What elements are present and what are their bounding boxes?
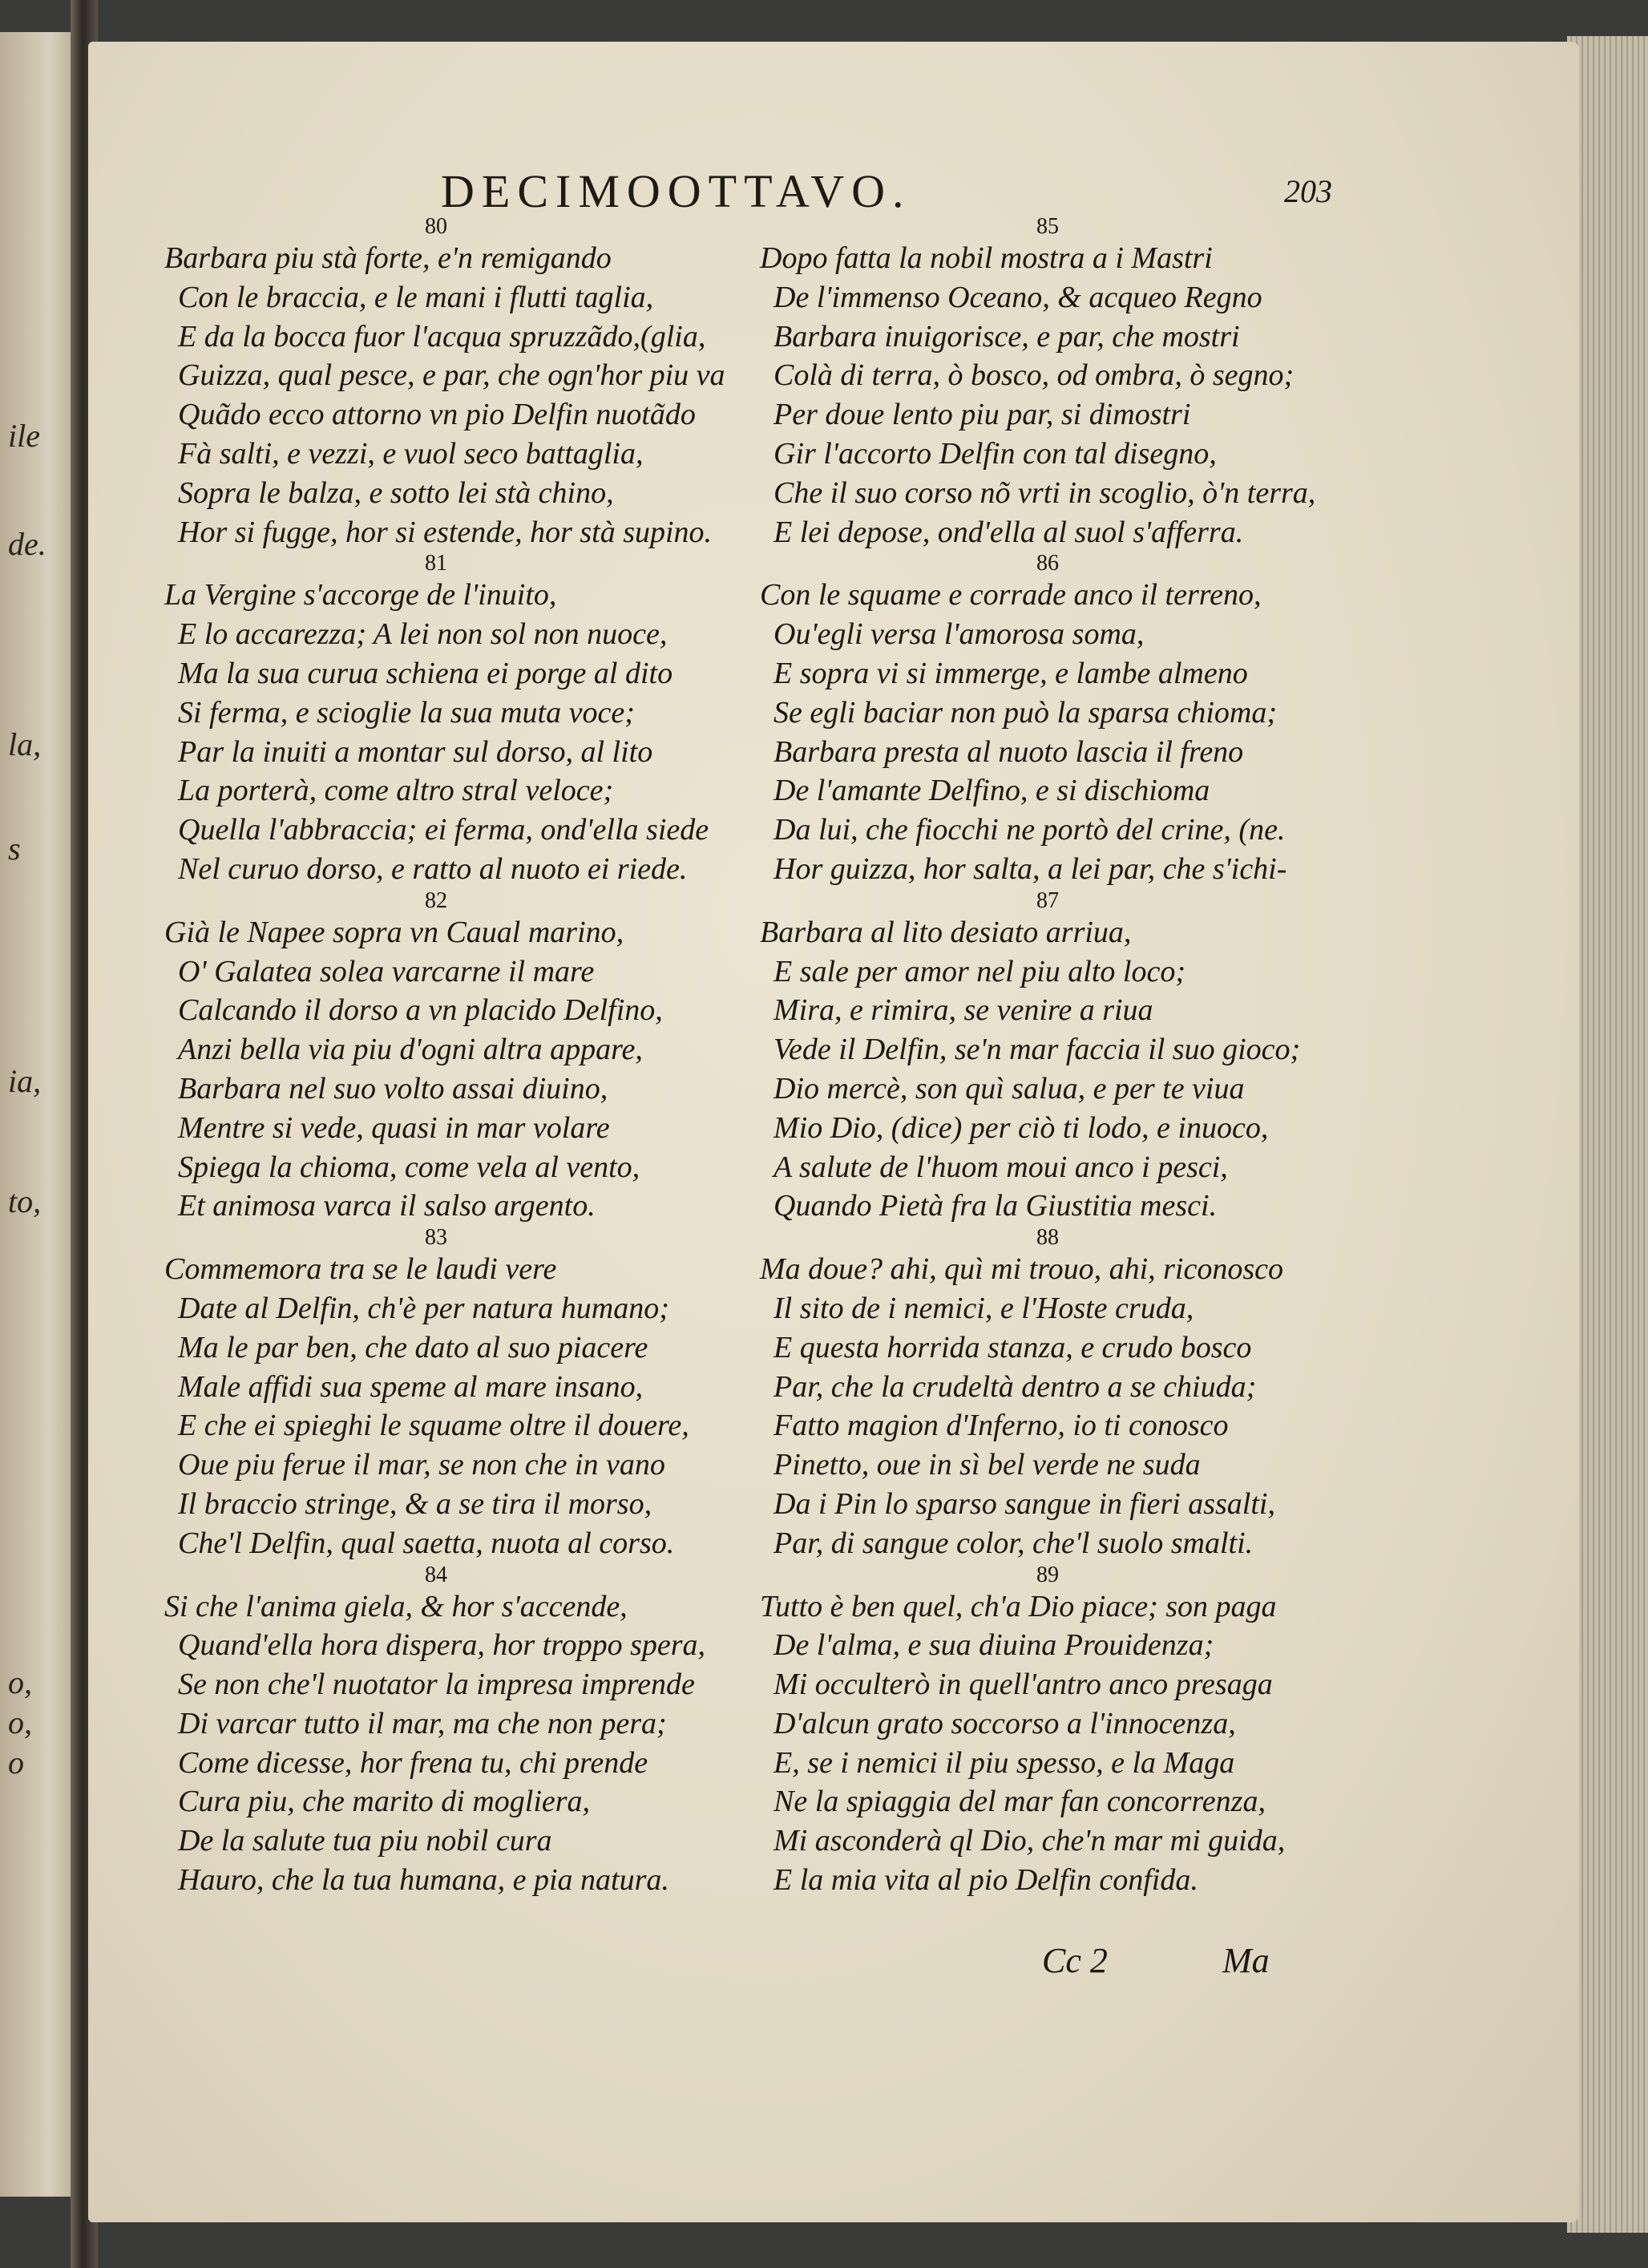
stanza — [760, 889, 1369, 1226]
verse-line: Ne la spiaggia del mar fan concorrenza, — [774, 1785, 1266, 1819]
stanza-number: 89 — [1036, 1562, 1059, 1587]
stanza — [164, 889, 774, 1226]
verse-line: Che il suo corso nõ vrti in scoglio, ò'n terra, — [774, 475, 1316, 510]
verse-line: Il sito de i nemici, e l'Hoste cruda, — [774, 1291, 1194, 1325]
verse-line: Et animosa varca il salso argento. — [178, 1189, 596, 1223]
verse-line: Barbara presta al nuoto lascia il freno — [774, 734, 1244, 769]
verse-line: Date al Delfin, ch'è per natura humano; — [178, 1291, 669, 1325]
verse-line: Cura piu, che marito di mogliera, — [178, 1785, 591, 1819]
verse-line: E sopra vi si immerge, e lambe almeno — [774, 656, 1248, 690]
verse-line: E questa horrida stanza, e crudo bosco — [774, 1330, 1252, 1364]
stanza-number: 83 — [425, 1225, 447, 1251]
verse-line: O' Galatea solea varcarne il mare — [178, 954, 595, 988]
margin-fragment: ile — [8, 418, 40, 454]
verse-line: Barbara nel suo volto assai diuino, — [178, 1071, 608, 1106]
stanza-number: 82 — [425, 887, 447, 913]
verse-line: Dopo fatta la nobil mostra a i Mastri — [760, 241, 1213, 275]
stanza — [760, 215, 1369, 552]
verse-line: E che ei spieghi le squame oltre il douere, — [178, 1409, 689, 1443]
verse-line: Ma la sua curua schiena ei porge al dito — [178, 656, 673, 690]
verse-line: E lo accarezza; A lei non sol non nuoce, — [178, 617, 668, 652]
verse-line: E, se i nemici il piu spesso, e la Maga — [774, 1745, 1235, 1780]
verse-line: De l'alma, e sua diuina Prouidenza; — [774, 1628, 1214, 1663]
verse-line: Se non che'l nuotator la impresa imprende — [178, 1668, 695, 1702]
verse-line: Con le squame e corrade anco il terreno, — [760, 578, 1262, 612]
margin-fragment: to, — [8, 1183, 42, 1219]
stanza-number: 84 — [425, 1562, 447, 1587]
verse-line: Par la inuiti a montar sul dorso, al lito — [178, 734, 653, 769]
verse-line: Quand'ella hora dispera, hor troppo spera, — [178, 1628, 706, 1663]
verse-line: Commemora tra se le laudi vere — [164, 1252, 557, 1287]
verse-line: Hor guizza, hor salta, a lei par, che s'ichi- — [774, 851, 1287, 886]
verse-line: De l'amante Delfino, e si dischioma — [774, 774, 1210, 808]
margin-fragment: s — [8, 831, 21, 867]
verse-line: Come dicesse, hor frena tu, chi prende — [178, 1745, 648, 1780]
verse-line: E da la bocca fuor l'acqua spruzzãdo,(glia, — [178, 319, 706, 354]
verse-line: Male affidi sua speme al mare insano, — [178, 1369, 644, 1404]
verse-line: Da lui, che fiocchi ne portò del crine, (ne. — [774, 813, 1286, 847]
verse-line: Ma le par ben, che dato al suo piacere — [178, 1330, 648, 1364]
page-edges — [1567, 36, 1648, 2233]
verse-line: Fatto magion d'Inferno, io ti conosco — [774, 1409, 1229, 1443]
verse-line: Calcando il dorso a vn placido Delfino, — [178, 993, 663, 1028]
verse-line: Quella l'abbraccia; ei ferma, ond'ella siede — [178, 813, 709, 847]
margin-fragment: o, — [8, 1704, 32, 1740]
verse-line: De la salute tua piu nobil cura — [178, 1824, 552, 1858]
verse-line: Hauro, che la tua humana, e pia natura. — [178, 1863, 669, 1898]
margin-fragment: la, — [8, 726, 42, 762]
page-number: 203 — [1284, 173, 1332, 209]
verse-line: La porterà, come altro stral veloce; — [178, 774, 614, 808]
stanza — [760, 1563, 1369, 1900]
verse-line: Mira, e rimira, se venire a riua — [774, 993, 1153, 1028]
signature-mark: Cc 2 — [1042, 1941, 1108, 1980]
stanza-number: 87 — [1036, 887, 1059, 913]
verse-line: Guizza, qual pesce, e par, che ogn'hor piu va — [178, 358, 725, 393]
verse-line: Ma doue? ahi, quì mi trouo, ahi, riconosco — [760, 1252, 1283, 1287]
stanza-number: 85 — [1036, 214, 1059, 239]
stanza-number: 86 — [1036, 551, 1059, 576]
verse-line: Tutto è ben quel, ch'a Dio piace; son paga — [760, 1589, 1277, 1623]
right-column — [760, 215, 1369, 1900]
verse-line: Oue piu ferue il mar, se non che in vano — [178, 1448, 665, 1482]
verse-line: Nel curuo dorso, e ratto al nuoto ei riede. — [178, 851, 688, 886]
verse-line: E la mia vita al pio Delfin confida. — [774, 1863, 1198, 1898]
verse-line: A salute de l'huom moui anco i pesci, — [774, 1150, 1228, 1184]
verse-line: Barbara al lito desiato arriua, — [760, 915, 1132, 949]
verse-line: Si che l'anima giela, & hor s'accende, — [164, 1589, 628, 1623]
verse-line: Dio mercè, son quì salua, e per te viua — [774, 1071, 1245, 1106]
verse-line: Da i Pin lo sparso sangue in fieri assalti, — [774, 1486, 1275, 1521]
verse-line: Pinetto, oue in sì bel verde ne suda — [774, 1448, 1201, 1482]
verse-line: La Vergine s'accorge de l'inuito, — [164, 578, 557, 612]
stanza — [164, 1226, 774, 1563]
verse-line: Vede il Delfin, se'n mar faccia il suo gioco; — [774, 1033, 1301, 1067]
verse-line: Che'l Delfin, qual saetta, nuota al corso. — [178, 1526, 675, 1560]
verse-line: Spiega la chioma, come vela al vento, — [178, 1150, 640, 1184]
verse-line: De l'immenso Oceano, & acqueo Regno — [774, 280, 1262, 314]
verse-line: Quãdo ecco attorno vn pio Delfin nuotãdo — [178, 398, 696, 432]
verse-line: Mentre si vede, quasi in mar volare — [178, 1110, 610, 1145]
verse-line: Già le Napee sopra vn Caual marino, — [164, 915, 624, 949]
left-column — [164, 215, 774, 1900]
catchword: Ma — [1222, 1941, 1270, 1980]
verse-line: Con le braccia, e le mani i flutti taglia, — [178, 280, 654, 314]
verse-line: Di varcar tutto il mar, ma che non pera; — [178, 1706, 667, 1740]
verse-line: E sale per amor nel piu alto loco; — [774, 954, 1186, 988]
verse-line: Se egli baciar non può la sparsa chioma; — [774, 695, 1278, 730]
verse-line: Gir l'accorto Delfin con tal disegno, — [774, 436, 1217, 471]
margin-fragment: o, — [8, 1664, 32, 1700]
verse-line: Anzi bella via piu d'ogni altra appare, — [178, 1033, 643, 1067]
stanza — [164, 1563, 774, 1900]
verse-line: Par, che la crudeltà dentro a se chiuda; — [774, 1369, 1257, 1404]
verse-line: Ou'egli versa l'amorosa soma, — [774, 617, 1145, 652]
stanza — [164, 552, 774, 888]
verse-line: Quando Pietà fra la Giustitia mesci. — [774, 1189, 1218, 1223]
stanza — [760, 552, 1369, 888]
stanza-number: 88 — [1036, 1225, 1059, 1251]
stanza-number: 81 — [425, 551, 447, 576]
stanza — [164, 215, 774, 552]
stanza — [760, 1226, 1369, 1563]
running-title: DECIMOOTTAVO. — [441, 165, 911, 217]
stanza-number: 80 — [425, 214, 447, 239]
verse-line: Mio Dio, (dice) per ciò ti lodo, e inuoco, — [774, 1110, 1269, 1145]
verse-line: Colà di terra, ò bosco, od ombra, ò segno; — [774, 358, 1295, 393]
margin-fragment: de. — [8, 526, 46, 562]
verse-line: Hor si fugge, hor si estende, hor stà supino. — [178, 515, 713, 549]
verse-line: Fà salti, e vezzi, e vuol seco battaglia, — [178, 436, 644, 471]
verse-line: Per doue lento piu par, si dimostri — [774, 398, 1191, 432]
verse-line: Sopra le balza, e sotto lei stà chino, — [178, 475, 614, 510]
margin-fragment: o — [8, 1744, 24, 1781]
margin-fragment: ia, — [8, 1063, 42, 1099]
verse-line: Barbara inuigorisce, e par, che mostri — [774, 319, 1240, 354]
verse-line: D'alcun grato soccorso a l'innocenza, — [774, 1706, 1236, 1740]
verse-line: Par, di sangue color, che'l suolo smalti. — [774, 1526, 1254, 1560]
verse-line: Barbara piu stà forte, e'n remigando — [164, 241, 612, 275]
verse-line: Si ferma, e scioglie la sua muta voce; — [178, 695, 635, 730]
verse-line: Mi occulterò in quell'antro anco presaga — [774, 1668, 1273, 1702]
verse-line: Mi asconderà ql Dio, che'n mar mi guida, — [774, 1824, 1286, 1858]
verse-line: Il braccio stringe, & a se tira il morso, — [178, 1486, 652, 1521]
verse-line: E lei depose, ond'ella al suol s'afferra. — [774, 515, 1244, 549]
